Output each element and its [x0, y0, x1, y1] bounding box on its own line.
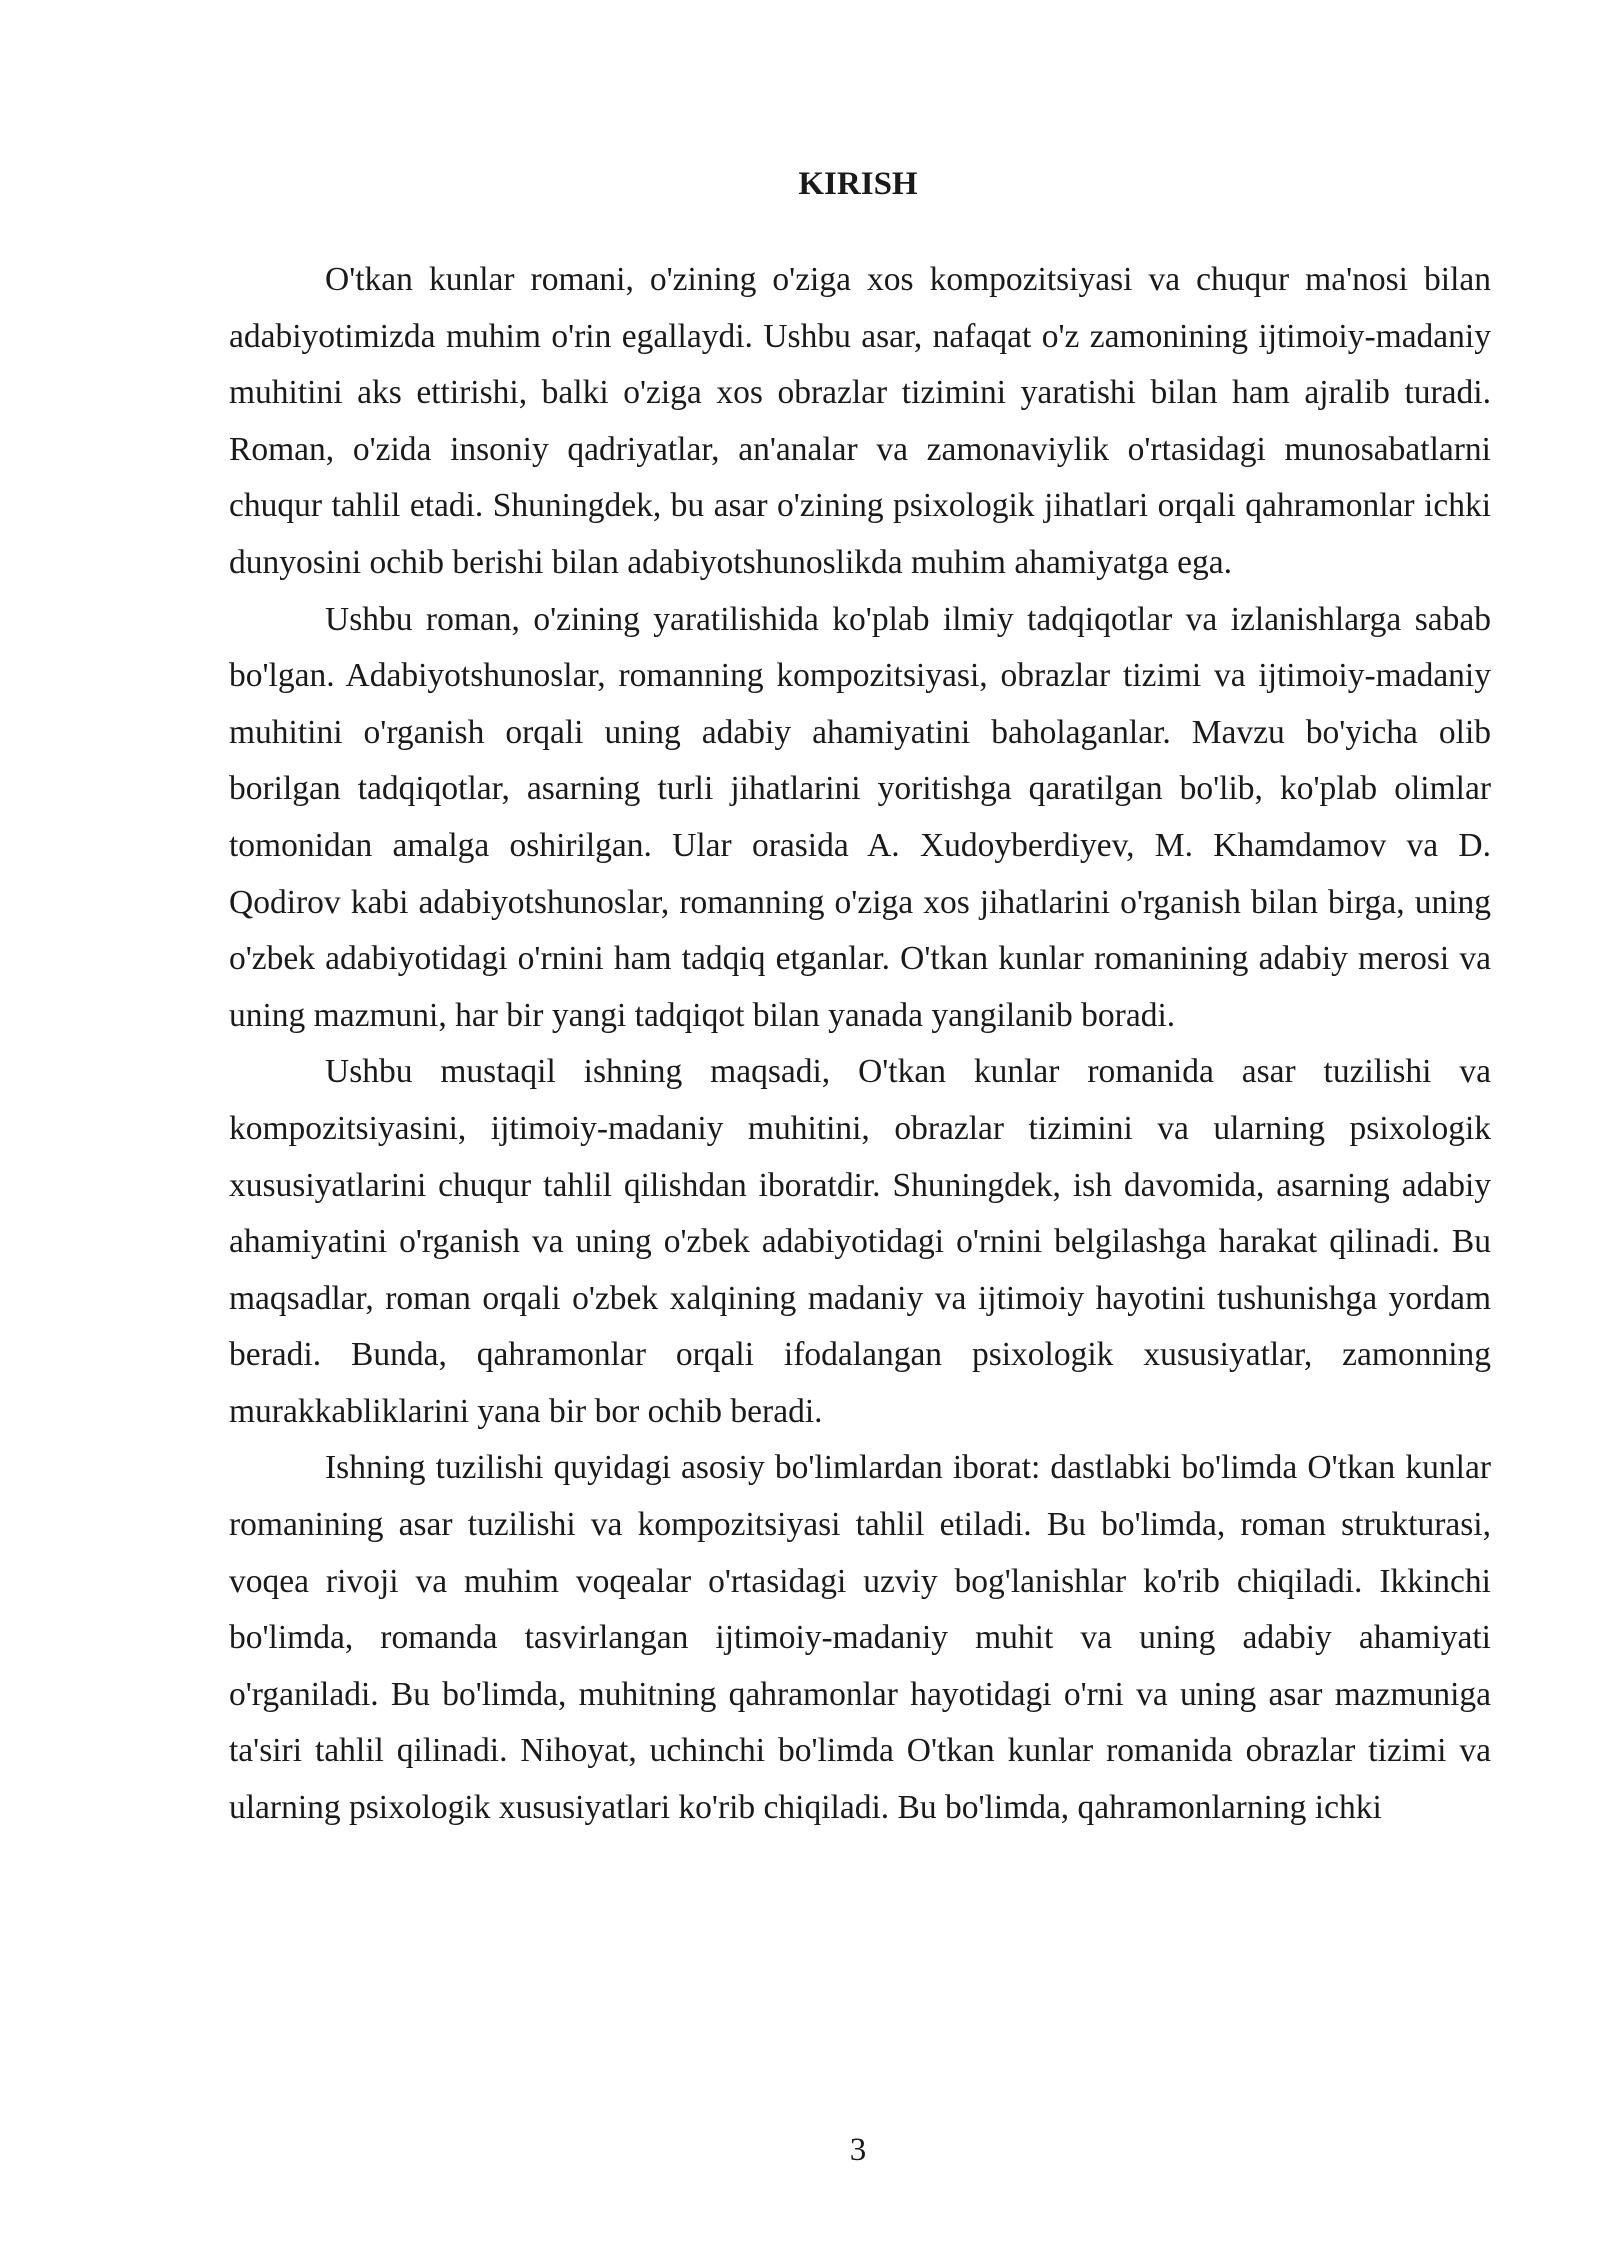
page-title: KIRISH [798, 166, 918, 202]
paragraph-1: O'tkan kunlar romani, o'zining o'ziga xos kompozitsiyasi va chuqur ma'nosi bilan adabiyotimizda muhim o'rin egallaydi. Ushbu asar, nafaqat o'z zamonining ijtimoiy-madaniy muhitini aks ettirishi, balki o'ziga xos obrazlar tizimini yaratishi bilan ham ajralib turadi. Roman, o'zida insoniy qadriyatlar, an'analar va zamonaviylik o'rtasidagi munosabatlarni chuqur tahlil etadi. Shuningdek, bu asar o'zining psixologik jihatlari orqali qahramonlar ichki dunyosini ochib berishi bilan adabiyotshunoslikda muhim ahamiyatga ega. [229, 261, 1491, 581]
page-number: 3 [849, 2132, 867, 2168]
paragraph-3: Ushbu mustaqil ishning maqsadi, O'tkan kunlar romanida asar tuzilishi va kompozitsiyasini, ijtimoiy-madaniy muhitini, obrazlar tizimini va ularning psixologik xususiyatlarini chuqur tahlil qilishdan iboratdir. Shuningdek, ish davomida, asarning adabiy ahamiyatini o'rganish va uning o'zbek adabiyotidagi o'rnini belgilashga harakat qilinadi. Bu maqsadlar, roman orqali o'zbek xalqining madaniy va ijtimoiy hayotini tushunishga yordam beradi. Bunda, qahramonlar orqali ifodalangan psixologik xususiyatlar, zamonning murakkabliklarini yana bir bor ochib beradi. [229, 1053, 1491, 1430]
body-text [229, 252, 1491, 1837]
paragraph-4: Ishning tuzilishi quyidagi asosiy bo'limlardan iborat: dastlabki bo'limda O'tkan kunlar romanining asar tuzilishi va kompozitsiyasi tahlil etiladi. Bu bo'limda, roman strukturasi, voqea rivoji va muhim voqealar o'rtasidagi uzviy bog'lanishlar ko'rib chiqiladi. Ikkinchi bo'limda, romanda tasvirlangan ijtimoiy-madaniy muhit va uning adabiy ahamiyati o'rganiladi. Bu bo'limda, muhitning qahramonlar hayotidagi o'rni va uning asar mazmuniga ta'siri tahlil qilinadi. Nihoyat, uchinchi bo'limda O'tkan kunlar romanida obrazlar tizimi va ularning psixologik xususiyatlari ko'rib chiqiladi. Bu bo'limda, qahramonlarning ichki [229, 1449, 1491, 1827]
paragraph-2: Ushbu roman, o'zining yaratilishida ko'plab ilmiy tadqiqotlar va izlanishlarga sabab bo'lgan. Adabiyotshunoslar, romanning kompozitsiyasi, obrazlar tizimi va ijtimoiy-madaniy muhitini o'rganish orqali uning adabiy ahamiyatini baholaganlar. Mavzu bo'yicha olib borilgan tadqiqotlar, asarning turli jihatlarini yoritishga qaratilgan bo'lib, ko'plab olimlar tomonidan amalga oshirilgan. Ular orasida A. Xudoyberdiyev, M. Khamdamov va D. Qodirov kabi adabiyotshunoslar, romanning o'ziga xos jihatlarini o'rganish bilan birga, uning o'zbek adabiyotidagi o'rnini ham tadqiq etganlar. O'tkan kunlar romanining adabiy merosi va uning mazmuni, har bir yangi tadqiqot bilan yanada yangilanib boradi. [229, 600, 1491, 1034]
